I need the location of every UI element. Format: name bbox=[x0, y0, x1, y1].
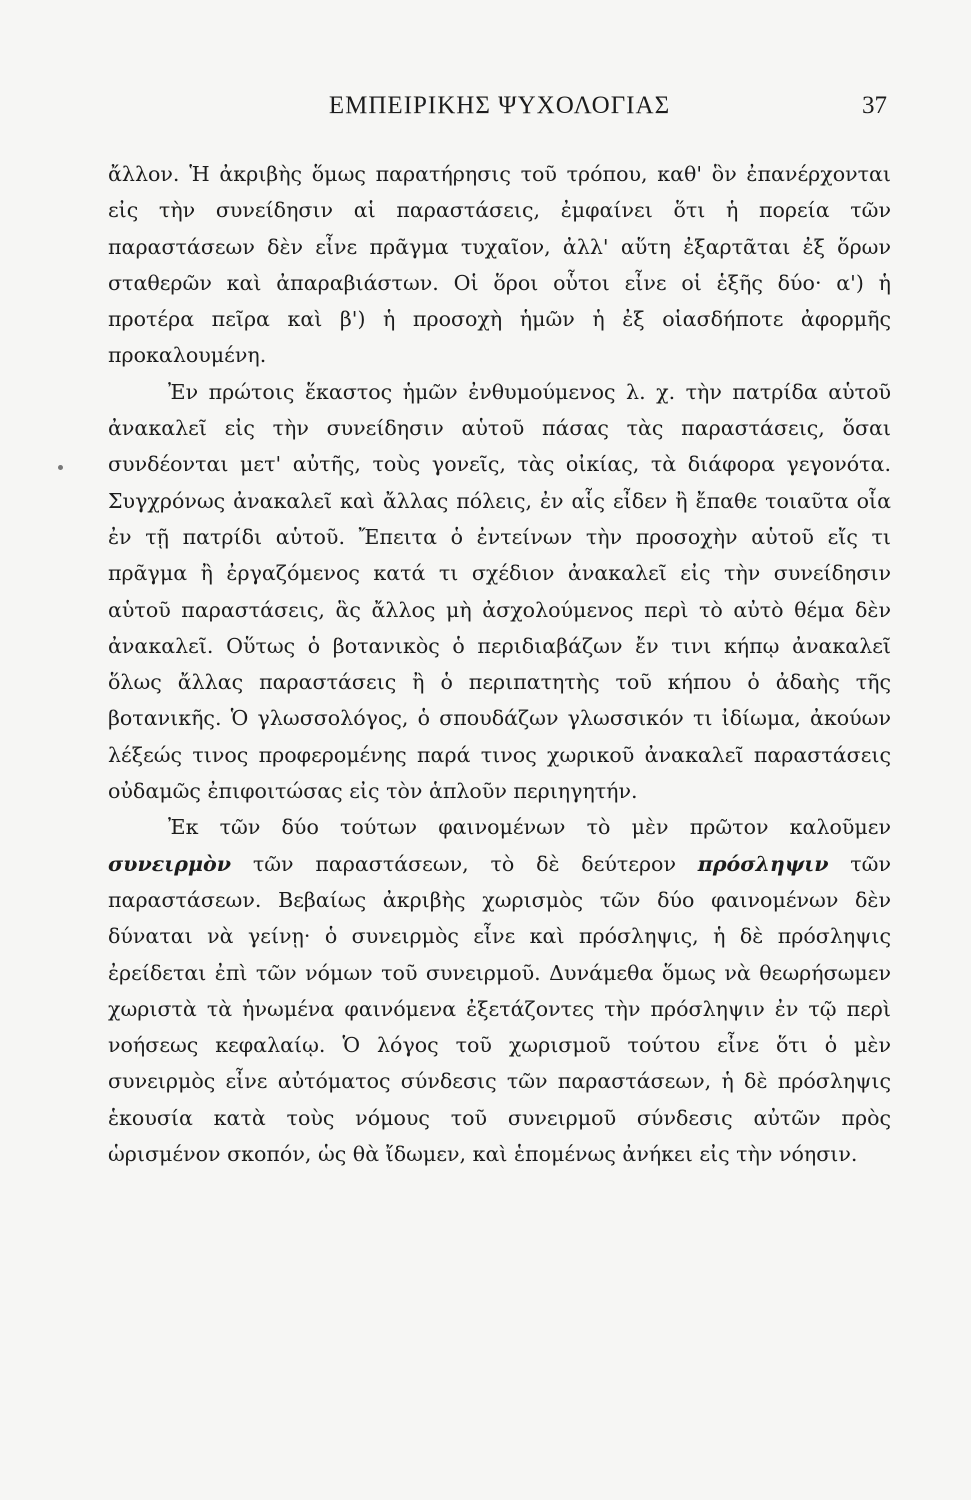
paragraph-3-lead: Ἐκ τῶν δύο τούτων φαινομένων τὸ μὲν πρῶτον καλοῦμεν bbox=[168, 815, 891, 840]
paragraph-1: ἄλλον. Ἡ ἀκριβὴς ὅμως παρατήρησις τοῦ τρόπου, καθ' ὃν ἐπανέρχονται εἰς τὴν συνείδησιν αἱ παραστάσεις, ἐμφαίνει ὅτι ἡ πορεία τῶν παραστάσεων δὲν εἶνε πρᾶγμα τυχαῖον, ἀλλ' αὕτη ἐξαρτᾶται ἐξ ὅρων σταθερῶν καὶ ἀπαραβιάστων. Οἱ ὅροι οὗτοι εἶνε οἱ ἑξῆς δύο· α') ἡ προτέρα πεῖρα καὶ β') ἡ προσοχὴ ἡμῶν ἡ ἐξ οἱασδήποτε ἀφορμῆς προκαλουμένη. bbox=[108, 162, 891, 368]
margin-mark bbox=[58, 465, 63, 470]
paragraph-3-mid: τῶν παραστάσεων, τὸ δὲ δεύτερον bbox=[252, 851, 676, 876]
paragraph-3-tail: τῶν παραστάσεων. Βεβαίως ἀκριβὴς χωρισμὸς τῶν δύο φαινομένων δὲν δύναται νὰ γείνῃ· ὁ συνειρμὸς εἶνε καὶ πρόσληψις, ἡ δὲ πρόσληψις ἐρείδεται ἐπὶ τῶν νόμων τοῦ συνειρμοῦ. Δυνάμεθα ὅμως νὰ θεωρήσωμεν χωριστὰ τὰ ἡνωμένα φαινόμενα ἐξετάζοντες τὴν πρόσληψιν ἐν τῷ περὶ νοήσεως κεφαλαίῳ. Ὁ λόγος τοῦ χωρισμοῦ τούτου εἶνε ὅτι ὁ μὲν συνειρμὸς εἶνε αὐτόματος σύνδεσις τῶν παραστάσεων, ἡ δὲ πρόσληψις ἑκουσία κατὰ τοὺς νόμους τοῦ συνειρμοῦ σύνδεσις αὐτῶν πρὸς ὡρισμένον σκοπόν, ὡς θὰ ἴδωμεν, καὶ ἑπομένως ἀνήκει εἰς τὴν νόησιν. bbox=[108, 851, 891, 1167]
page-header bbox=[108, 92, 891, 132]
body-text bbox=[108, 156, 891, 1172]
running-head: ΕΜΠΕΙΡΙΚΗΣ ΨΥΧΟΛΟΓΙΑΣ bbox=[328, 92, 671, 119]
book-page bbox=[108, 92, 891, 1172]
paragraph-3 bbox=[108, 809, 891, 1172]
term-proslipsis: πρόσληψιν bbox=[697, 851, 829, 876]
term-synirmos: συνειρμὸν bbox=[108, 851, 232, 876]
paragraph-2: Ἐν πρώτοις ἕκαστος ἡμῶν ἐνθυμούμενος λ. χ. τὴν πατρίδα αὑτοῦ ἀνακαλεῖ εἰς τὴν συνείδησιν αὑτοῦ πάσας τὰς παραστάσεις, ὅσαι συνδέονται μετ' αὐτῆς, τοὺς γονεῖς, τὰς οἰκίας, τὰ διάφορα γεγονότα. Συγχρόνως ἀνακαλεῖ καὶ ἄλλας πόλεις, ἐν αἷς εἶδεν ἢ ἔπαθε τοιαῦτα οἷα ἐν τῇ πατρίδι αὑτοῦ. Ἔπειτα ὁ ἐντείνων τὴν προσοχὴν αὑτοῦ εἴς τι πρᾶγμα ἢ ἐργαζόμενος κατά τι σχέδιον ἀνακαλεῖ εἰς τὴν συνείδησιν αὑτοῦ παραστάσεις, ἃς ἄλλος μὴ ἀσχολούμενος περὶ τὸ αὐτὸ θέμα δὲν ἀνακαλεῖ. Οὕτως ὁ βοτανικὸς ὁ περιδιαβάζων ἔν τινι κήπῳ ἀνακαλεῖ ὅλως ἄλλας παραστάσεις ἢ ὁ περιπατητὴς τοῦ κήπου ὁ ἀδαὴς τῆς βοτανικῆς. Ὁ γλωσσολόγος, ὁ σπουδάζων γλωσσικόν τι ἰδίωμα, ἀκούων λέξεώς τινος προφερομένης παρά τινος χωρικοῦ ἀνακαλεῖ παραστάσεις οὐδαμῶς ἐπιφοιτώσας εἰς τὸν ἁπλοῦν περιηγητήν. bbox=[108, 379, 891, 804]
page-number: 37 bbox=[862, 92, 887, 119]
